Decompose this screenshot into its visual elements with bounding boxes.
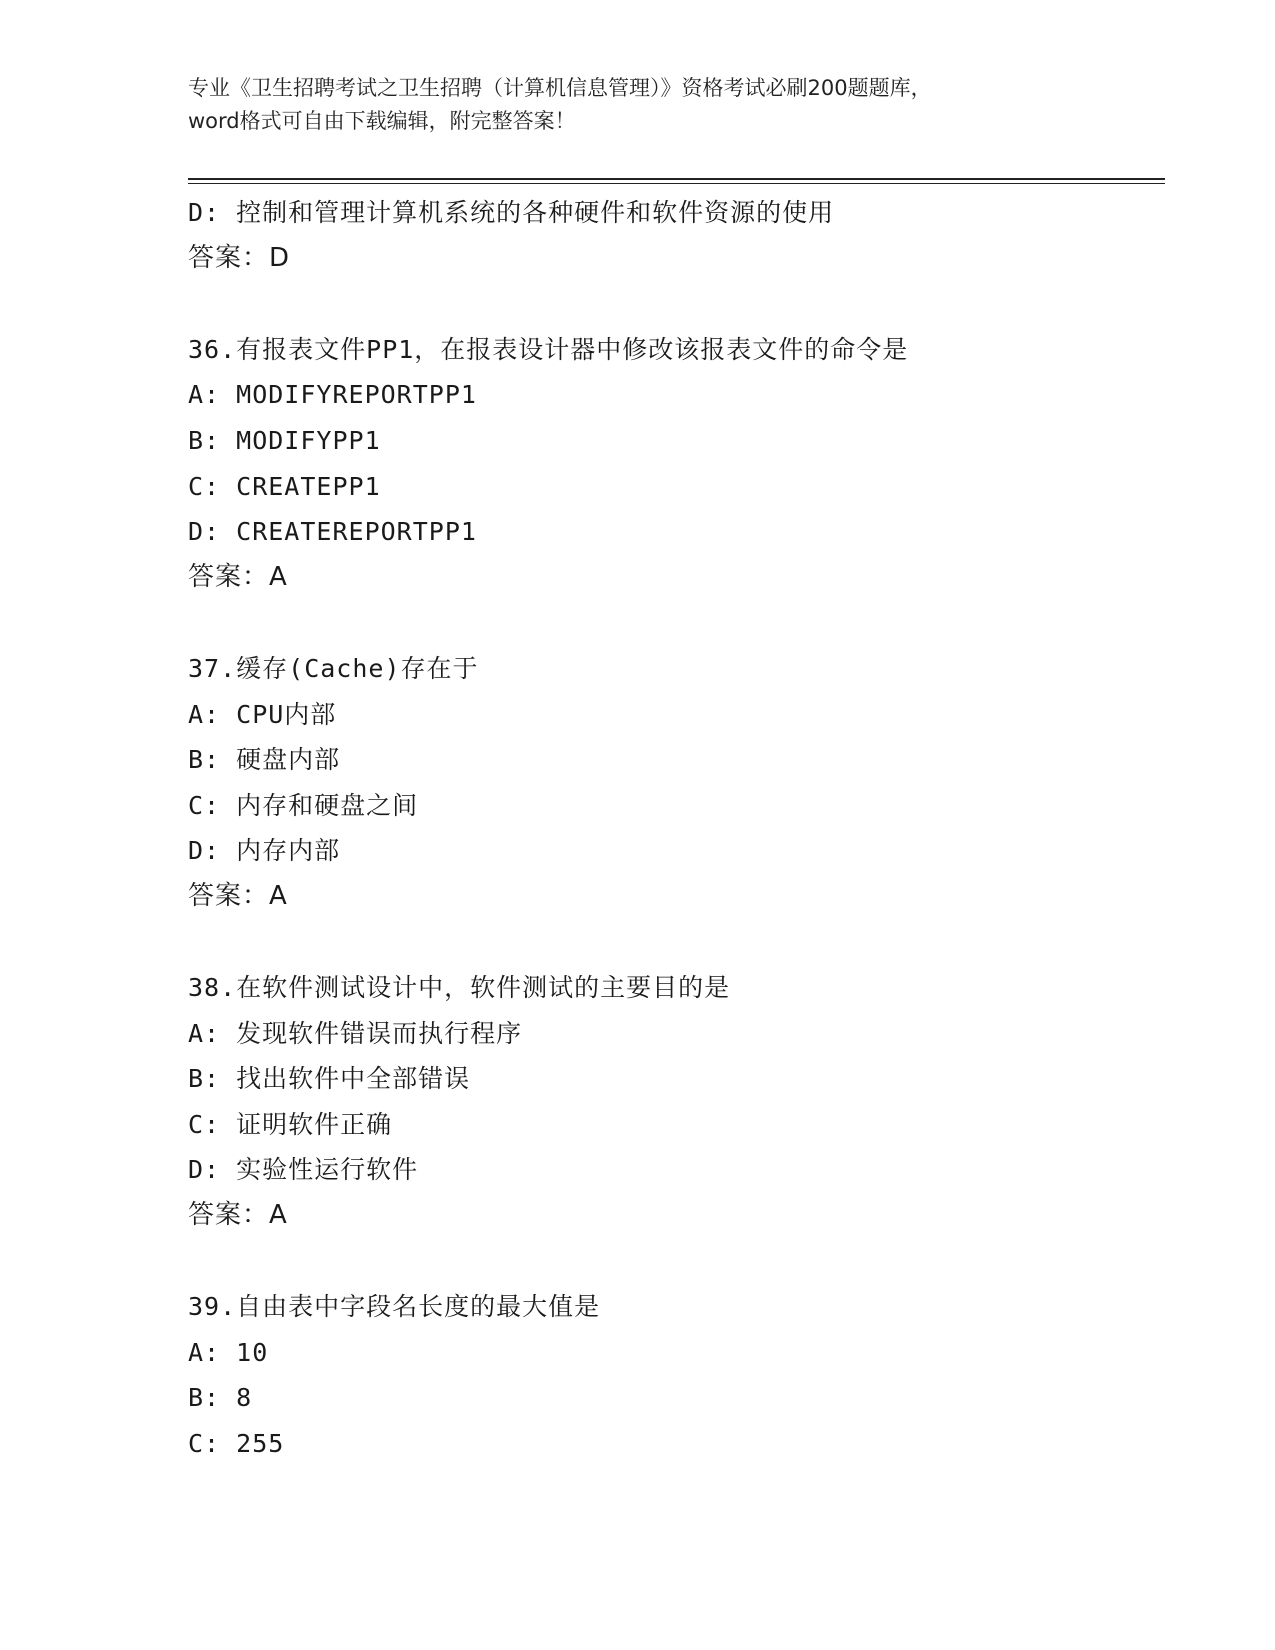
option-b: B: 找出软件中全部错误: [188, 1064, 471, 1094]
document-header: [188, 72, 1088, 138]
answer-line: 答案：A: [188, 561, 288, 592]
option-b: B: 硬盘内部: [188, 745, 341, 775]
option-a: A: 10: [188, 1337, 269, 1367]
answer-line: 答案：A: [188, 880, 288, 911]
question-stem: 38.在软件测试设计中，软件测试的主要目的是: [188, 973, 731, 1003]
header-line-2: word格式可自由下载编辑，附完整答案！: [188, 109, 576, 133]
question-stem: 36.有报表文件PP1，在报表设计器中修改该报表文件的命令是: [188, 334, 909, 364]
spacer: [188, 600, 1168, 646]
option-a: A: MODIFYREPORTPP1: [188, 380, 477, 410]
option-d: D: CREATEREPORTPP1: [188, 517, 477, 547]
question-fragment-35: [188, 190, 1168, 281]
option-b: B: MODIFYPP1: [188, 425, 381, 455]
spacer: [188, 281, 1168, 327]
option-c: C: 证明软件正确: [188, 1109, 393, 1139]
option-c: C: 内存和硬盘之间: [188, 790, 419, 820]
header-divider-thick: [188, 178, 1165, 180]
question-stem: 39.自由表中字段名长度的最大值是: [188, 1292, 601, 1322]
option-c: C: CREATEPP1: [188, 471, 381, 501]
question-stem: 37.缓存(Cache)存在于: [188, 653, 479, 683]
option-d: D: 内存内部: [188, 836, 341, 866]
header-divider-thin: [188, 183, 1165, 184]
option-a: A: CPU内部: [188, 699, 337, 729]
question-36: [188, 327, 1168, 601]
answer-line: 答案：D: [188, 242, 291, 273]
spacer: [188, 920, 1168, 966]
question-37: [188, 646, 1168, 920]
question-content: [188, 190, 1168, 1467]
answer-line: 答案：A: [188, 1200, 288, 1231]
spacer: [188, 1239, 1168, 1285]
option-b: B: 8: [188, 1383, 253, 1413]
question-39: [188, 1284, 1168, 1466]
header-line-1: 专业《卫生招聘考试之卫生招聘（计算机信息管理）》资格考试必刷200题题库，: [188, 76, 932, 100]
option-c: C: 255: [188, 1429, 285, 1459]
option-a: A: 发现软件错误而执行程序: [188, 1018, 523, 1048]
option-d: D: 实验性运行软件: [188, 1155, 419, 1185]
question-38: [188, 965, 1168, 1239]
option-d: D: 控制和管理计算机系统的各种硬件和软件资源的使用: [188, 198, 835, 227]
